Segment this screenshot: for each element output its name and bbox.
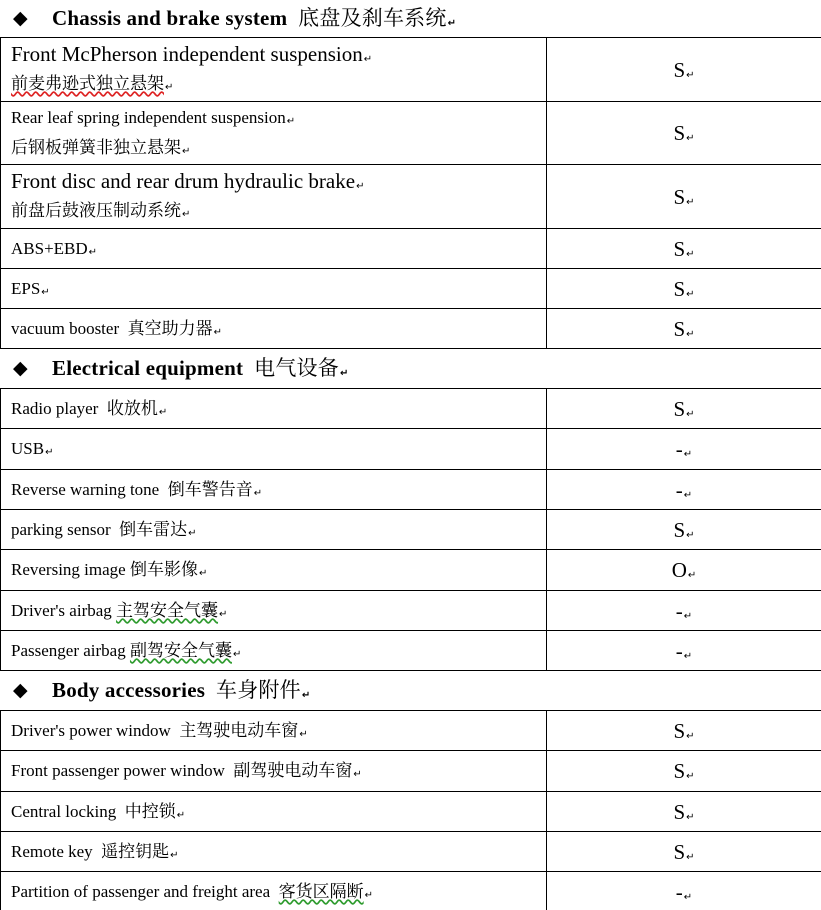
- feature-cell: [0, 792, 546, 831]
- table-row: [0, 37, 821, 101]
- feature-cell: [0, 872, 546, 910]
- feature-label-en: Front McPherson independent suspension↵: [11, 42, 373, 66]
- table-row: [0, 791, 821, 831]
- feature-label: vacuum booster 真空助力器↵: [11, 319, 222, 338]
- table-row: [0, 630, 821, 670]
- feature-value: S↵: [673, 719, 695, 743]
- table-row: [0, 831, 821, 871]
- feature-label: Reversing image 倒车影像↵: [11, 560, 208, 579]
- value-cell: [546, 102, 821, 164]
- feature-cell: [0, 38, 546, 101]
- value-cell: [546, 165, 821, 228]
- feature-value: -↵: [675, 478, 693, 502]
- feature-value: O↵: [671, 558, 697, 582]
- feature-cell: [0, 165, 546, 228]
- value-cell: [546, 832, 821, 871]
- diamond-bullet-icon: ◆: [13, 679, 28, 701]
- feature-label: Front passenger power window 副驾驶电动车窗↵: [11, 761, 362, 780]
- value-cell: [546, 229, 821, 268]
- table-row: [0, 509, 821, 549]
- feature-label: Passenger airbag 副驾安全气囊↵: [11, 641, 242, 660]
- table-row: [0, 710, 821, 750]
- feature-value: S↵: [673, 759, 695, 783]
- feature-cell: [0, 711, 546, 750]
- feature-cell: [0, 470, 546, 509]
- section-title: [52, 677, 310, 709]
- feature-value: -↵: [675, 599, 693, 623]
- feature-cell: [0, 751, 546, 791]
- table-row: [0, 308, 821, 348]
- feature-label-zh: 前盘后鼓液压制动系统↵: [11, 201, 191, 220]
- feature-value: S↵: [673, 121, 695, 145]
- feature-cell: [0, 102, 546, 164]
- value-cell: [546, 550, 821, 590]
- feature-label-zh: 后钢板弹簧非独立悬架↵: [11, 138, 191, 157]
- value-cell: [546, 389, 821, 428]
- feature-cell: [0, 309, 546, 348]
- feature-label: Driver's airbag 主驾安全气囊↵: [11, 601, 228, 620]
- section-title: [52, 5, 456, 37]
- value-cell: [546, 429, 821, 469]
- value-cell: [546, 309, 821, 348]
- feature-cell: [0, 429, 546, 469]
- feature-value: -↵: [675, 437, 693, 461]
- diamond-bullet-icon: ◆: [13, 7, 28, 29]
- value-cell: [546, 751, 821, 791]
- value-cell: [546, 711, 821, 750]
- section-title-zh: 电气设备: [254, 356, 339, 380]
- feature-value: S↵: [673, 58, 695, 82]
- value-cell: [546, 510, 821, 549]
- diamond-bullet-icon: ◆: [13, 357, 28, 379]
- table-row: [0, 469, 821, 509]
- table-row: [0, 164, 821, 228]
- table-row: [0, 101, 821, 164]
- section-title-en: Chassis and brake system: [52, 6, 288, 30]
- feature-label-en: Rear leaf spring independent suspension↵: [11, 108, 296, 127]
- value-cell: [546, 38, 821, 101]
- feature-label-en: Front disc and rear drum hydraulic brake↵: [11, 169, 365, 193]
- feature-cell: [0, 832, 546, 871]
- feature-value: S↵: [673, 800, 695, 824]
- feature-value: S↵: [673, 277, 695, 301]
- table-row: [0, 871, 821, 910]
- feature-label: Partition of passenger and freight area 客货区隔断↵: [11, 882, 374, 901]
- value-cell: [546, 269, 821, 308]
- table-row: [0, 268, 821, 308]
- feature-cell: [0, 389, 546, 428]
- feature-label: parking sensor 倒车雷达↵: [11, 520, 197, 539]
- section-title-en: Body accessories: [52, 678, 206, 702]
- section-title-zh: 底盘及刹车系统: [298, 6, 447, 30]
- feature-value: S↵: [673, 317, 695, 341]
- table-divider: [0, 670, 821, 671]
- feature-value: -↵: [675, 880, 693, 904]
- table-row: [0, 750, 821, 791]
- table-row: [0, 388, 821, 428]
- value-cell: [546, 470, 821, 509]
- table-row: [0, 428, 821, 469]
- feature-label: Central locking 中控锁↵: [11, 802, 186, 821]
- section-title: [52, 355, 349, 387]
- value-cell: [546, 792, 821, 831]
- feature-cell: [0, 269, 546, 308]
- section-title-zh: 车身附件: [216, 678, 301, 702]
- feature-value: S↵: [673, 840, 695, 864]
- feature-label-zh: 前麦弗逊式独立悬架↵: [11, 74, 174, 93]
- feature-label: Reverse warning tone 倒车警告音↵: [11, 480, 263, 499]
- feature-label-en: ABS+EBD↵: [11, 239, 98, 258]
- value-cell: [546, 872, 821, 910]
- feature-cell: [0, 510, 546, 549]
- feature-value: S↵: [673, 518, 695, 542]
- section-header-chassis: [0, 0, 821, 38]
- feature-value: S↵: [673, 397, 695, 421]
- feature-value: S↵: [673, 185, 695, 209]
- feature-cell: [0, 229, 546, 268]
- table-row: [0, 590, 821, 630]
- return-mark-icon: ↵: [447, 18, 457, 29]
- feature-value: S↵: [673, 237, 695, 261]
- feature-label: Remote key 遥控钥匙↵: [11, 842, 179, 861]
- return-mark-icon: ↵: [339, 368, 349, 379]
- feature-label-en: EPS↵: [11, 279, 50, 298]
- return-mark-icon: ↵: [301, 690, 311, 701]
- feature-label: Driver's power window 主驾驶电动车窗↵: [11, 721, 308, 740]
- feature-label-en: USB↵: [11, 439, 54, 458]
- table-row: [0, 549, 821, 590]
- section-header-body: [0, 672, 821, 710]
- section-title-en: Electrical equipment: [52, 356, 244, 380]
- feature-cell: [0, 631, 546, 670]
- table-divider: [0, 348, 821, 349]
- feature-label: Radio player 收放机↵: [11, 399, 168, 418]
- section-header-electrical: [0, 350, 821, 388]
- feature-cell: [0, 591, 546, 630]
- table-row: [0, 228, 821, 268]
- value-cell: [546, 591, 821, 630]
- feature-cell: [0, 550, 546, 590]
- feature-value: -↵: [675, 639, 693, 663]
- value-cell: [546, 631, 821, 670]
